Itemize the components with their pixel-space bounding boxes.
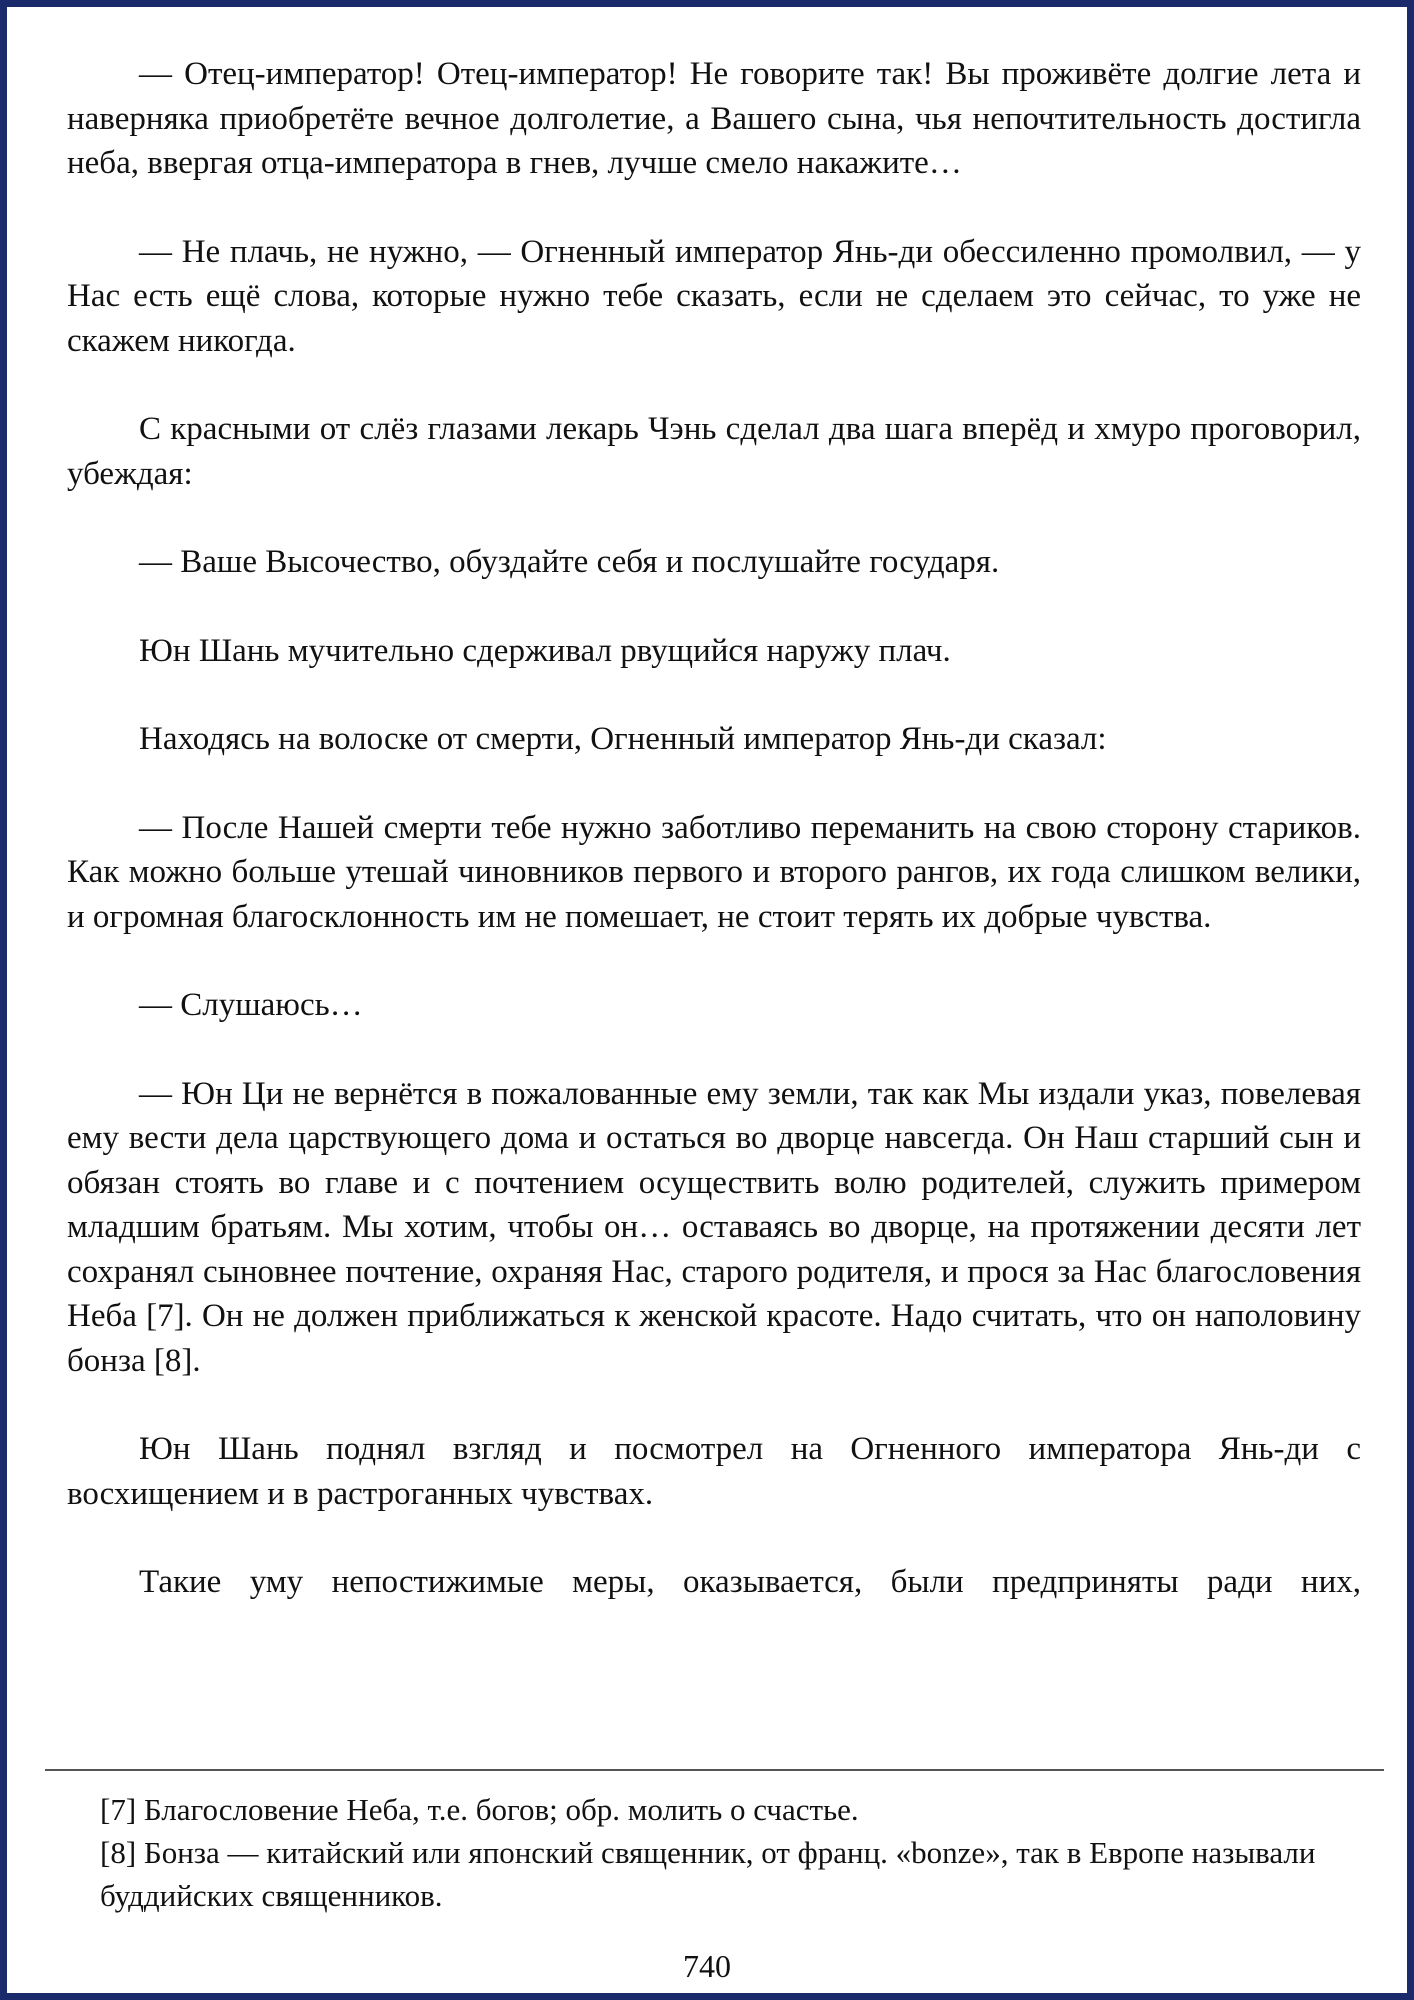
- paragraph: — Отец-император! Отец-император! Не говорите так! Вы проживёте долгие лета и наверняка приобретёте вечное долголетие, а Вашего сына, чья непочтительность достигла неба, ввергая отца-императора в гнев, лучше смело накажите…: [67, 56, 1361, 181]
- paragraph: — Не плачь, не нужно, — Огненный император Янь-ди обессиленно промолвил, — у Нас есть ещё слова, которые нужно тебе сказать, если не сделаем это сейчас, то уже не скажем никогда.: [67, 233, 1361, 359]
- paragraph: С красными от слёз глазами лекарь Чэнь сделал два шага вперёд и хмуро проговорил, убеждая:: [67, 411, 1361, 492]
- paragraph: Такие уму непостижимые меры, оказывается, были предприняты ради них,: [139, 1564, 1361, 1600]
- main-text: [67, 52, 1361, 1605]
- paragraph: — Ваше Высочество, обуздайте себя и послушайте государя.: [139, 544, 1000, 580]
- footnote-separator: [45, 1769, 1384, 1771]
- footnote-7: [7] Благословение Неба, т.е. богов; обр. молить о счастье.: [100, 1792, 859, 1827]
- page-number: 740: [683, 1948, 731, 1984]
- paragraph: — После Нашей смерти тебе нужно заботливо переманить на свою сторону стариков. Как можно больше утешай чиновников первого и второго рангов, их года слишком велики, и огромная благосклонность им не помешает, не стоит терять их добрые чувства.: [67, 809, 1361, 935]
- paragraph: Юн Шань поднял взгляд и посмотрел на Огненного императора Янь-ди с восхищением и в растроганных чувствах.: [67, 1431, 1361, 1512]
- paragraph: — Юн Ци не вернётся в пожалованные ему земли, так как Мы издали указ, повелевая ему вести дела царствующего дома и остаться во дворце навсегда. Он Наш старший сын и обязан стоять во главе и с почтением осуществить волю родителей, служить примером младшим братьям. Мы хотим, чтобы он… оставаясь во дворце, на протяжении десяти лет сохранял сыновнее почтение, охраняя Нас, старого родителя, и прося за Нас благословения Неба [7]. Он не должен приближаться к женской красоте. Надо считать, что он наполовину бонза [8].: [67, 1075, 1361, 1379]
- paragraph: Находясь на волоске от смерти, Огненный император Янь-ди сказал:: [139, 721, 1107, 757]
- footnote-8: [8] Бонза — китайский или японский священник, от франц. «bonze», так в Европе называли буддийских священников.: [100, 1835, 1316, 1913]
- paragraph: — Слушаюсь…: [139, 987, 363, 1023]
- footnotes: [100, 1788, 1330, 1917]
- paragraph: Юн Шань мучительно сдерживал рвущийся наружу плач.: [139, 632, 951, 669]
